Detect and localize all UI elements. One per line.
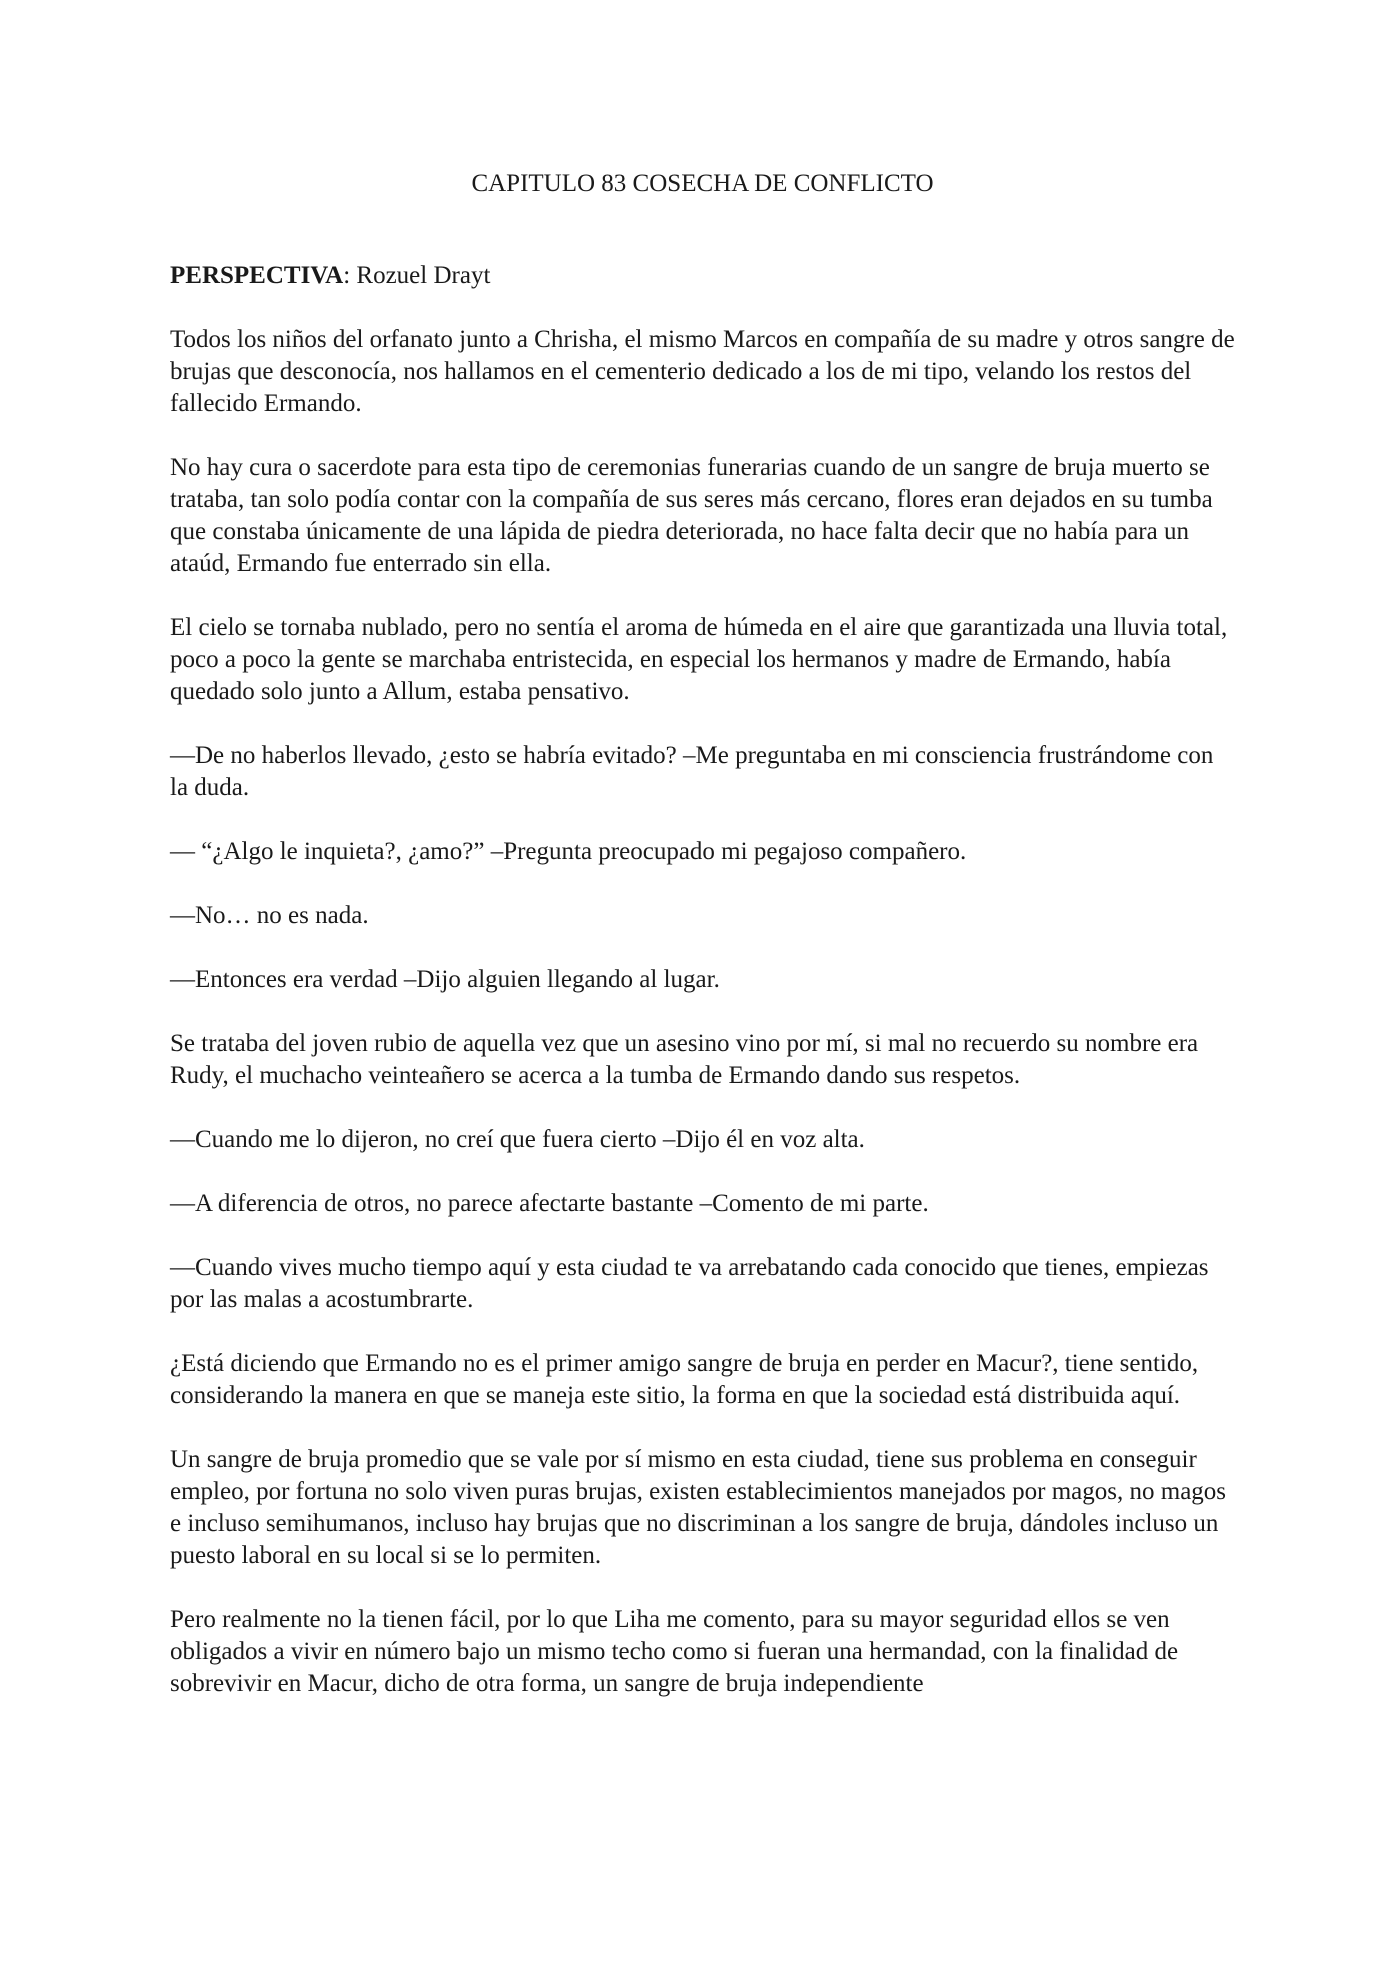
perspective-label: PERSPECTIVA (170, 262, 344, 289)
paragraph: Todos los niños del orfanato junto a Chrisha, el mismo Marcos en compañía de su madre y otros sangre de brujas que desconocía, nos hallamos en el cementerio dedicado a los de mi tipo, velando los restos del fallecido Ermando. (170, 326, 1235, 417)
document-body (170, 168, 1235, 1732)
dialogue-line: —Entonces era verdad –Dijo alguien llegando al lugar. (170, 966, 720, 993)
dialogue-line: — “¿Algo le inquieta?, ¿amo?” –Pregunta preocupado mi pegajoso compañero. (170, 838, 967, 865)
dialogue-line: —Cuando me lo dijeron, no creí que fuera cierto –Dijo él en voz alta. (170, 1126, 865, 1153)
dialogue-line: —Cuando vives mucho tiempo aquí y esta ciudad te va arrebatando cada conocido que tienes, empiezas por las malas a acostumbrarte. (170, 1254, 1209, 1313)
perspective-line (170, 260, 1235, 292)
paragraph: Un sangre de bruja promedio que se vale por sí mismo en esta ciudad, tiene sus problema en conseguir empleo, por fortuna no solo viven puras brujas, existen establecimientos manejados por magos, no magos e incluso semihumanos, incluso hay brujas que no discriminan a los sangre de bruja, dándoles incluso un puesto laboral en su local si se lo permiten. (170, 1446, 1227, 1569)
paragraph: Pero realmente no la tienen fácil, por lo que Liha me comento, para su mayor seguridad ellos se ven obligados a vivir en número bajo un mismo techo como si fueran una hermandad, con la finalidad de sobrevivir en Macur, dicho de otra forma, un sangre de bruja independiente (170, 1606, 1179, 1697)
paragraph: ¿Está diciendo que Ermando no es el primer amigo sangre de bruja en perder en Macur?, tiene sentido, considerando la manera en que se maneja este sitio, la forma en que la sociedad está distribuida aquí. (170, 1350, 1199, 1409)
chapter-title: CAPITULO 83 COSECHA DE CONFLICTO (471, 170, 934, 197)
paragraph: Se trataba del joven rubio de aquella vez que un asesino vino por mí, si mal no recuerdo su nombre era Rudy, el muchacho veinteañero se acerca a la tumba de Ermando dando sus respetos. (170, 1030, 1199, 1089)
perspective-value: : Rozuel Drayt (343, 262, 491, 289)
paragraph: El cielo se tornaba nublado, pero no sentía el aroma de húmeda en el aire que garantizada una lluvia total, poco a poco la gente se marchaba entristecida, en especial los hermanos y madre de Ermando, había quedado solo junto a Allum, estaba pensativo. (170, 614, 1228, 705)
dialogue-line: —No… no es nada. (170, 902, 369, 929)
dialogue-line: —A diferencia de otros, no parece afectarte bastante –Comento de mi parte. (170, 1190, 929, 1217)
paragraph: No hay cura o sacerdote para esta tipo de ceremonias funerarias cuando de un sangre de bruja muerto se trataba, tan solo podía contar con la compañía de sus seres más cercano, flores eran dejados en su tumba que constaba únicamente de una lápida de piedra deteriorada, no hace falta decir que no había para un ataúd, Ermando fue enterrado sin ella. (170, 454, 1213, 577)
dialogue-line: —De no haberlos llevado, ¿esto se habría evitado? –Me preguntaba en mi consciencia frustrándome con la duda. (170, 742, 1214, 801)
